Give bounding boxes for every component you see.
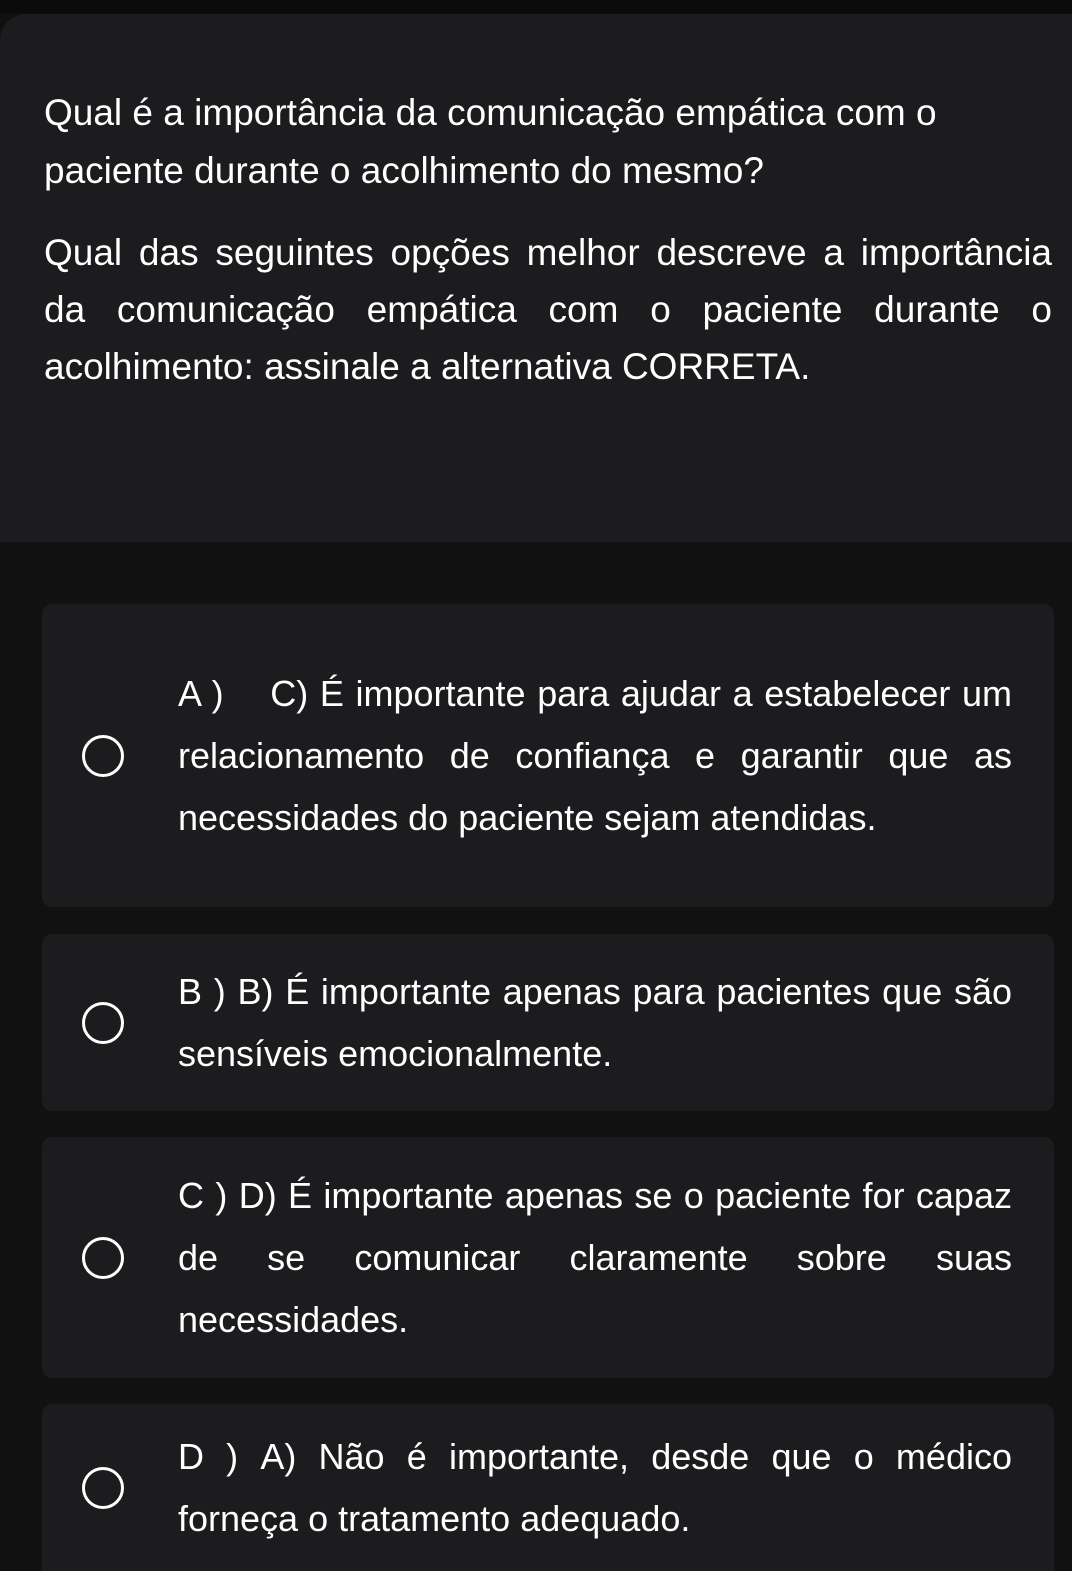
option-label: D) É importante apenas se o paciente for capaz de se comunicar claramente sobre suas necessidades. bbox=[178, 1174, 1012, 1340]
question-card bbox=[0, 14, 1072, 542]
option-letter: B ) bbox=[178, 970, 226, 1012]
option-letter: D ) bbox=[178, 1435, 239, 1477]
question-title: Qual é a importância da comunicação empática com o paciente durante o acolhimento do mesmo? bbox=[44, 92, 937, 191]
option-label: A) Não é importante, desde que o médico forneça o tratamento adequado. bbox=[178, 1435, 1012, 1539]
option-letter: C ) bbox=[178, 1174, 228, 1216]
option-d[interactable] bbox=[42, 1404, 1054, 1571]
option-c-text bbox=[178, 1165, 1012, 1351]
option-b-text bbox=[178, 961, 1012, 1085]
top-bar bbox=[0, 0, 1072, 14]
option-b[interactable] bbox=[42, 934, 1054, 1111]
option-label: C) É importante para ajudar a estabelecer um relacionamento de confiança e garantir que as necessidades do paciente sejam atendidas. bbox=[178, 672, 1013, 838]
option-a[interactable] bbox=[42, 604, 1054, 907]
radio-circle-icon[interactable] bbox=[82, 1467, 124, 1509]
option-c[interactable] bbox=[42, 1137, 1054, 1378]
question-instructions: Qual das seguintes opções melhor descreve a importância da comunicação empática com o paciente durante o acolhimento: assinale a alternativa CORRETA. bbox=[44, 232, 1052, 387]
radio-circle-icon[interactable] bbox=[82, 735, 124, 777]
radio-circle-icon[interactable] bbox=[82, 1237, 124, 1279]
option-letter: A ) bbox=[178, 672, 224, 714]
radio-circle-icon[interactable] bbox=[82, 1002, 124, 1044]
option-a-text bbox=[178, 663, 1012, 849]
option-label: B) É importante apenas para pacientes que são sensíveis emocionalmente. bbox=[178, 970, 1012, 1074]
option-d-text bbox=[178, 1426, 1012, 1550]
